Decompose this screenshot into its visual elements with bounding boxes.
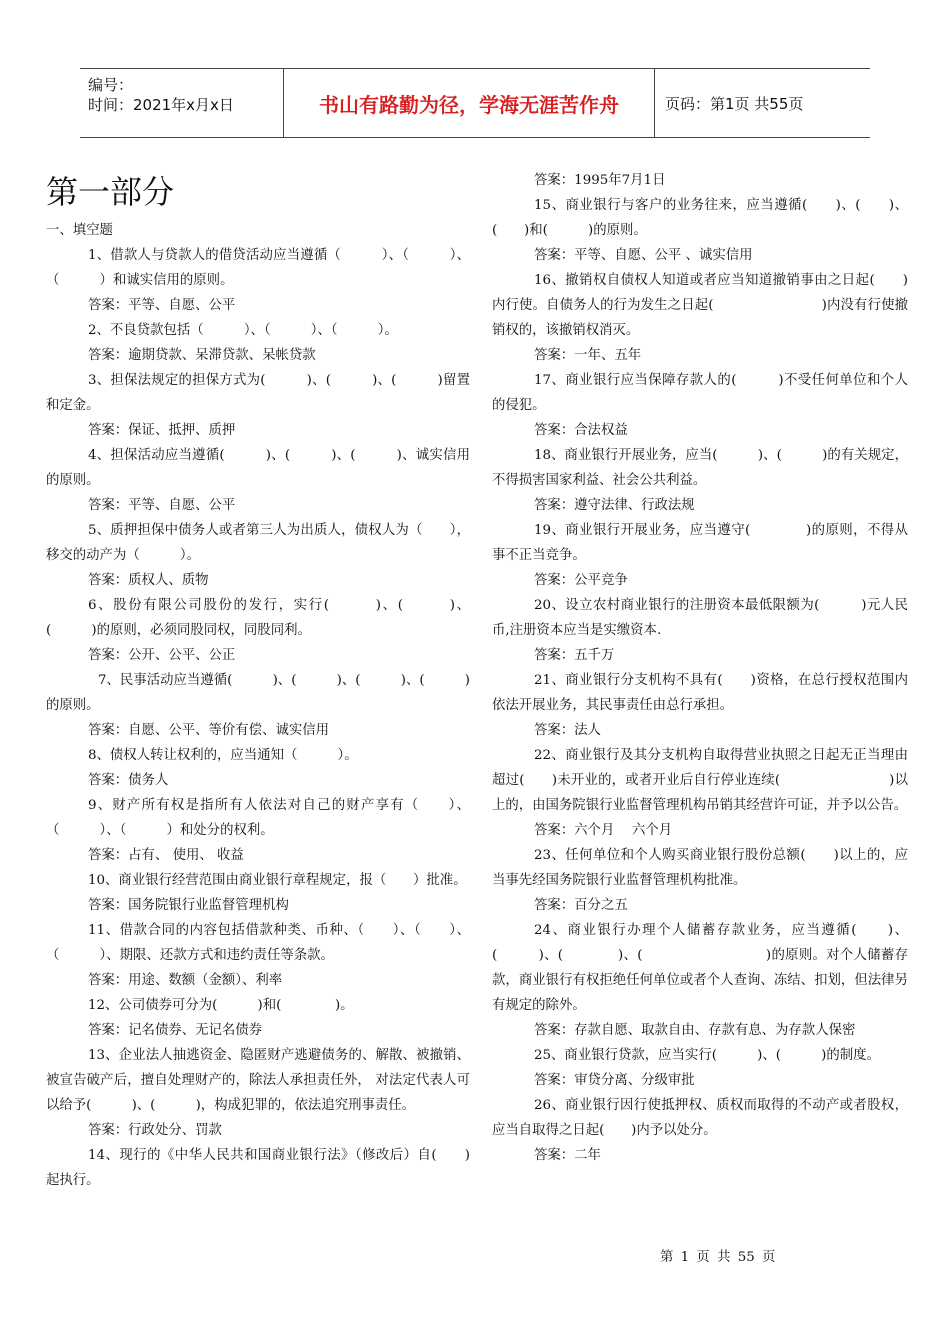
question-line: 8、债权人转让权利的，应当通知（ ）。 — [88, 748, 358, 763]
answer-line: 答案：审贷分离、分级审批 — [534, 1073, 695, 1088]
question-line: 3、担保法规定的担保方式为( )、( )、( )留置和定金。 — [46, 373, 470, 413]
section-title: 第一部分 — [46, 173, 175, 211]
question-line: 11、借款合同的内容包括借款种类、币种、（ ）、（ ）、（ ）、期限、还款方式和违约责任等条款。 — [46, 923, 470, 963]
answer-line: 答案：五千万 — [534, 648, 615, 663]
header-page-info: 页码：第1页 共55页 — [665, 94, 804, 113]
question-line: 12、公司债券可分为( )和( )。 — [88, 998, 354, 1013]
question-line: 25、商业银行贷款，应当实行( )、( )的制度。 — [534, 1048, 880, 1063]
answer-line: 答案：记名债券、无记名债券 — [88, 1023, 263, 1038]
question-line: 1、借款人与贷款人的借贷活动应当遵循（ ）、（ ）、（ ）和诚实信用的原则。 — [46, 248, 470, 288]
answer-line: 答案：保证、抵押、质押 — [88, 423, 236, 438]
question-line: 9、财产所有权是指所有人依法对自己的财产享有（ ）、（ ）、（ ）和处分的权利。 — [46, 798, 470, 838]
question-line: 6、股份有限公司股份的发行，实行( )、( )、( )的原则，必须同股同权，同股同利。 — [46, 598, 470, 638]
question-line: 17、商业银行应当保障存款人的( )不受任何单位和个人的侵犯。 — [492, 373, 908, 413]
answer-line: 答案：公开、公平、公正 — [88, 648, 236, 663]
question-line: 10、商业银行经营范围由商业银行章程规定，报（ ）批准。 — [88, 873, 467, 888]
document-date-label: 时间：2021年x月x日 — [88, 96, 234, 114]
answer-line: 答案：行政处分、罚款 — [88, 1123, 222, 1138]
answer-line: 答案：国务院银行业监督管理机构 — [88, 898, 289, 913]
answer-line: 答案：平等、自愿、公平 、诚实信用 — [534, 248, 753, 263]
answer-line: 答案：占有、 使用、 收益 — [88, 848, 244, 863]
answer-line: 答案：二年 — [534, 1148, 601, 1163]
question-line: 16、撤销权自债权人知道或者应当知道撤销事由之日起( )内行使。自债务人的行为发生之日起( )内没有行使撤销权的，该撤销权消灭。 — [492, 273, 908, 338]
question-line: 20、设立农村商业银行的注册资本最低限额为( )元人民币,注册资本应当是实缴资本. — [492, 598, 908, 638]
answer-line: 答案：平等、自愿、公平 — [88, 298, 236, 313]
question-line: 22、商业银行及其分支机构自取得营业执照之日起无正当理由超过( )未开业的，或者开业后自行停业连续( )以上的，由国务院银行业监督管理机构吊销其经营许可证，并予以公告。 — [492, 748, 908, 813]
answer-line: 答案：六个月 六个月 — [534, 823, 673, 838]
answer-line: 答案：遵守法律、行政法规 — [534, 498, 695, 513]
answer-line: 答案：法人 — [534, 723, 601, 738]
question-line: 7、民事活动应当遵循( )、( )、( )、( )的原则。 — [46, 673, 470, 713]
page-header — [80, 68, 870, 138]
answer-line: 答案：合法权益 — [534, 423, 628, 438]
answer-line: 答案：用途、数额（金额）、利率 — [88, 973, 283, 988]
document-number-label: 编号： — [88, 76, 134, 94]
question-line: 19、商业银行开展业务，应当遵守( )的原则，不得从事不正当竞争。 — [492, 523, 908, 563]
question-line: 23、任何单位和个人购买商业银行股份总额( )以上的，应当事先经国务院银行业监督管理机构批准。 — [492, 848, 908, 888]
header-motto: 书山有路勤为径，学海无涯苦作舟 — [283, 69, 655, 137]
answer-line: 答案：平等、自愿、公平 — [88, 498, 236, 513]
question-line: 24、商业银行办理个人储蓄存款业务，应当遵循( )、( )、( )、( )的原则。对个人储蓄存款，商业银行有权拒绝任何单位或者个人查询、冻结、扣划，但法律另有规定的除外。 — [492, 923, 908, 1013]
right-column — [492, 168, 908, 1168]
answer-line: 答案：1995年7月1日 — [534, 173, 666, 188]
question-line: 26、商业银行因行使抵押权、质权而取得的不动产或者股权，应当自取得之日起( )内予以处分。 — [492, 1098, 908, 1138]
answer-line: 答案：一年、五年 — [534, 348, 642, 363]
answer-line: 答案：逾期贷款、呆滞贷款、呆帐贷款 — [88, 348, 316, 363]
left-column — [46, 218, 470, 1193]
answer-line: 答案：质权人、质物 — [88, 573, 209, 588]
answer-line: 答案：自愿、公平、等价有偿、诚实信用 — [88, 723, 330, 738]
answer-line: 答案：百分之五 — [534, 898, 628, 913]
answer-line: 答案：公平竞争 — [534, 573, 628, 588]
question-line: 18、商业银行开展业务，应当( )、( )的有关规定，不得损害国家利益、社会公共利益。 — [492, 448, 908, 488]
question-line: 15、商业银行与客户的业务往来，应当遵循( )、( )、( )和( )的原则。 — [492, 198, 908, 238]
page-footer: 第 1 页 共 55 页 — [660, 1250, 776, 1265]
question-line: 14、现行的《中华人民共和国商业银行法》（修改后）自( )起执行。 — [46, 1148, 470, 1188]
question-line: 2、不良贷款包括（ ）、（ ）、（ ）。 — [88, 323, 398, 338]
answer-line: 答案：存款自愿、取款自由、存款有息、为存款人保密 — [534, 1023, 856, 1038]
question-line: 4、担保活动应当遵循( )、( )、( )、诚实信用的原则。 — [46, 448, 470, 488]
section-subheading: 一、填空题 — [46, 223, 113, 238]
answer-line: 答案：债务人 — [88, 773, 169, 788]
question-line: 21、商业银行分支机构不具有( )资格，在总行授权范围内依法开展业务，其民事责任由总行承担。 — [492, 673, 908, 713]
header-meta — [80, 69, 283, 137]
question-line: 5、质押担保中债务人或者第三人为出质人，债权人为（ ），移交的动产为（ ）。 — [46, 523, 470, 563]
question-line: 13、企业法人抽逃资金、隐匿财产逃避债务的、解散、被撤销、被宣告破产后，擅自处理财产的，除法人承担责任外， 对法定代表人可以给予( )、( )，构成犯罪的，依法追究刑事责任。 — [46, 1048, 470, 1113]
